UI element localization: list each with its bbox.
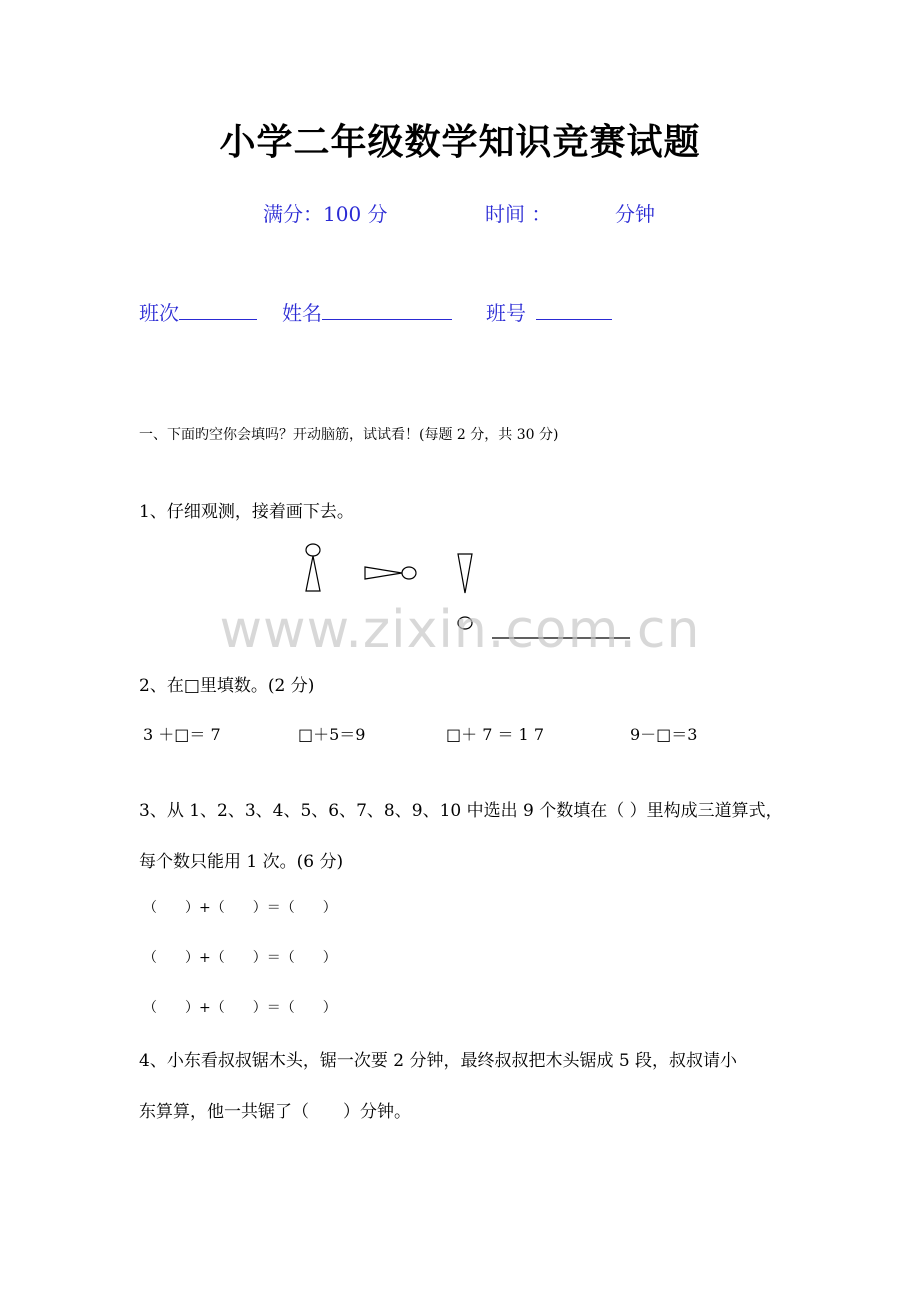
question-4-line-2: 东算算，他一共锯了（ ）分钟。 xyxy=(139,1102,411,1122)
name-field xyxy=(282,297,452,326)
section-1-heading: 一、下面旳空你会填吗？开动脑筋，试试看！(每题 2 分，共 30 分) xyxy=(139,427,559,443)
question-3-line-2: 每个数只能用 1 次。(6 分) xyxy=(139,852,344,872)
question-1: 1、仔细观测，接着画下去。 xyxy=(139,502,354,522)
equation-2: □＋5＝9 xyxy=(298,725,366,744)
question-2: 2、在□里填数。(2 分) xyxy=(139,676,315,696)
blank-equation-row: （ ）+（ ）＝（ ） xyxy=(143,950,337,966)
blank-equation-row: （ ）+（ ）＝（ ） xyxy=(143,900,337,916)
class-label: 班次 xyxy=(139,301,179,325)
name-blank[interactable] xyxy=(322,299,452,320)
class-blank[interactable] xyxy=(179,299,257,320)
equation-4: 9－□＝3 xyxy=(630,725,698,744)
equation-3: □＋ 7 ＝ 1 7 xyxy=(446,725,545,744)
number-blank[interactable] xyxy=(536,299,612,320)
number-field xyxy=(486,297,612,326)
class-field xyxy=(139,297,257,326)
question-3-line-1: 3、从 1、2、3、4、5、6、7、8、9、10 中选出 9 个数填在（ ）里构成三道算式， xyxy=(139,801,783,821)
equation-1: 3 ＋□＝ 7 xyxy=(143,725,221,744)
name-label: 姓名 xyxy=(282,301,322,325)
blank-equation-row: （ ）+（ ）＝（ ） xyxy=(143,1000,337,1016)
number-label: 班号 xyxy=(486,301,526,325)
question-4-line-1: 4、小东看叔叔锯木头，锯一次要 2 分钟，最终叔叔把木头锯成 5 段，叔叔请小 xyxy=(139,1051,738,1071)
figure-right xyxy=(365,567,416,579)
page-title: 小学二年级数学知识竞赛试题 xyxy=(219,122,701,163)
figure-up xyxy=(306,544,320,591)
time-unit: 分钟 xyxy=(615,202,655,226)
full-score: 满分：100 分 xyxy=(263,202,388,226)
watermark: www.zixin.com.cn xyxy=(219,600,701,660)
time-label: 时间 ： xyxy=(485,202,552,226)
